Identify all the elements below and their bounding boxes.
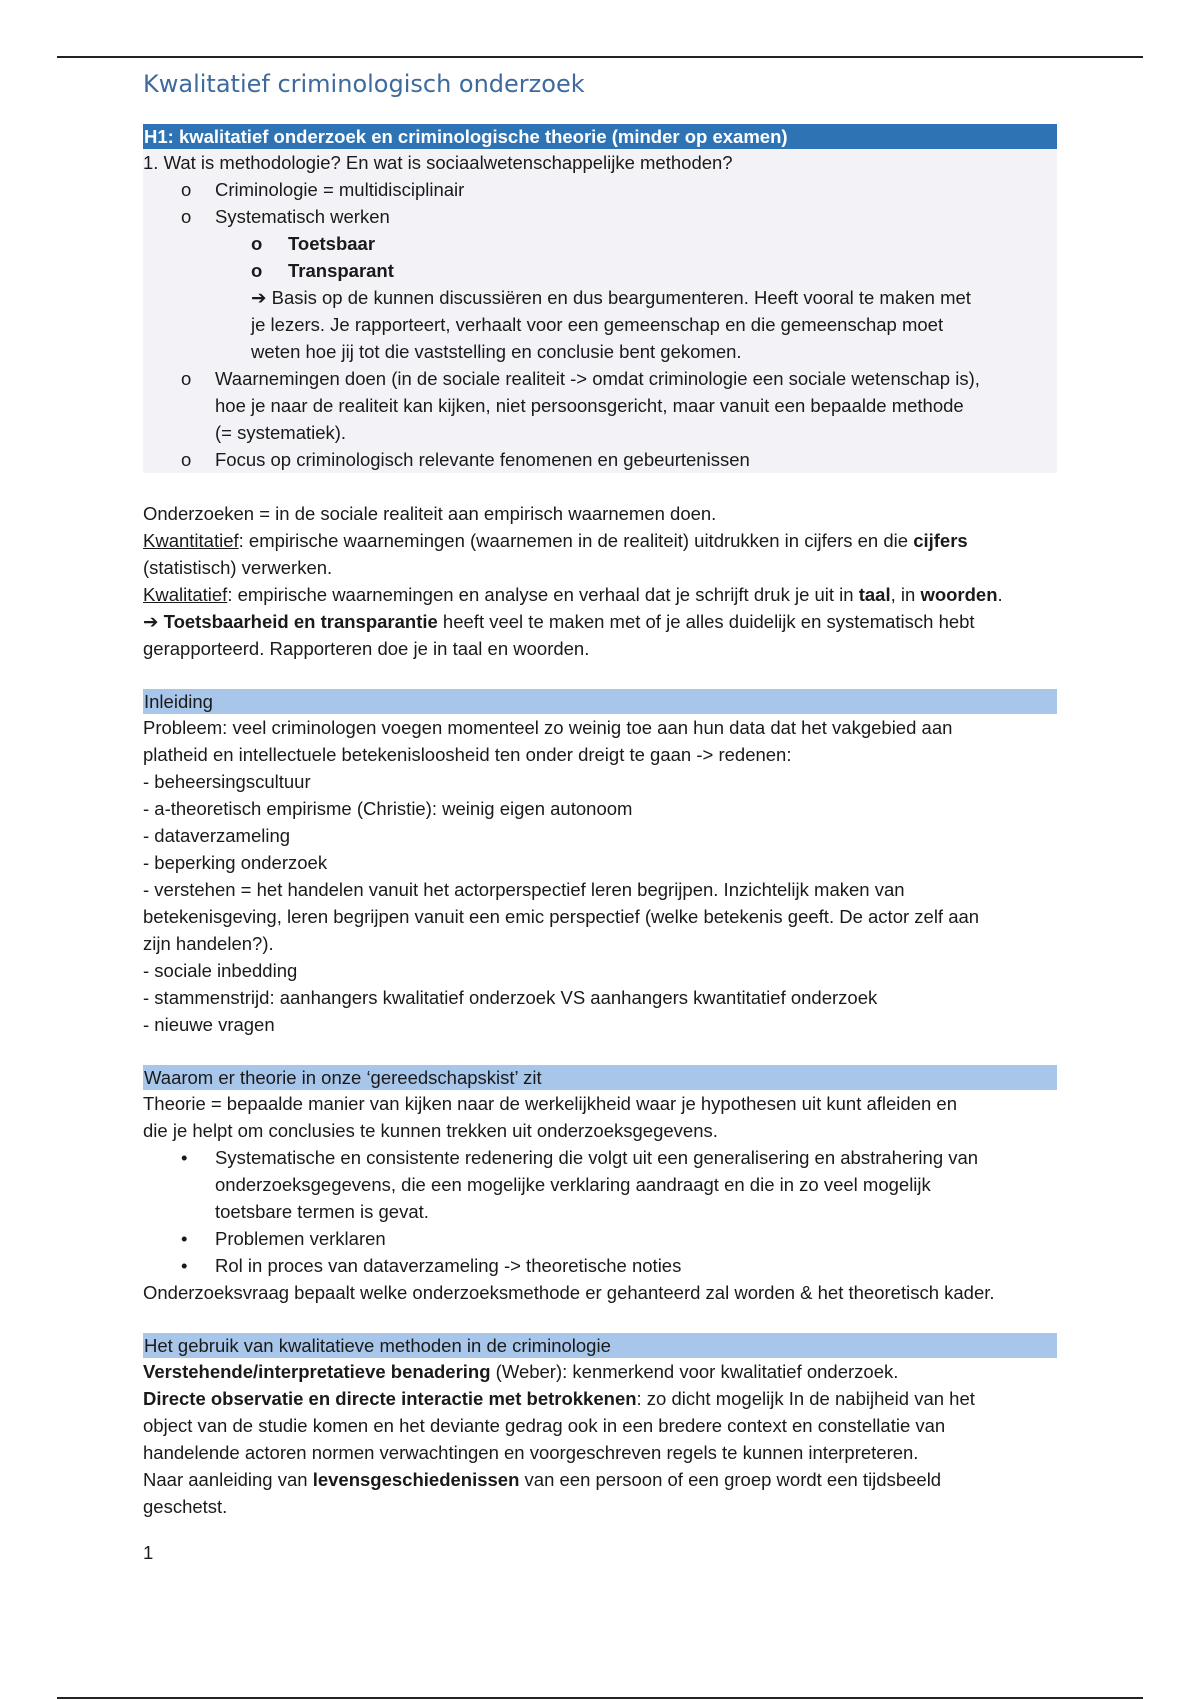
bold-text: levensgeschiedenissen — [312, 1469, 520, 1490]
text: : zo dicht mogelijk In de nabijheid van het — [636, 1388, 975, 1409]
header-rule — [57, 56, 1143, 58]
bold-text: Verstehende/interpretatieve benadering — [143, 1361, 491, 1382]
text: , in — [890, 584, 921, 605]
list-item-text: Problemen verklaren — [215, 1228, 386, 1249]
text: geschetst. — [143, 1496, 228, 1517]
inleiding-body — [143, 714, 1128, 1038]
section-heading-h1: H1: kwalitatief onderzoek en criminologische theorie (minder op examen) — [143, 124, 1057, 149]
section-heading-methoden: Het gebruik van kwalitatieve methoden in de criminologie — [143, 1333, 1057, 1358]
paragraph-kwalitatief — [143, 581, 1128, 608]
bullet-o: o — [181, 206, 192, 227]
line: - sociale inbedding — [143, 960, 298, 981]
list-item — [143, 446, 1057, 473]
line: - a-theoretisch empirisme (Christie): weinig eigen autonoom — [143, 798, 633, 819]
bullet-o: o — [251, 233, 263, 254]
list-item-text: Criminologie = multidisciplinair — [215, 179, 465, 200]
text: : empirische waarnemingen en analyse en verhaal dat je schrijft druk je uit in — [227, 584, 859, 605]
line: Probleem: veel criminologen voegen momenteel zo weinig toe aan hun data dat het vakgebied aan — [143, 717, 953, 738]
sub-list-item — [143, 257, 1057, 284]
text: Naar aanleiding van — [143, 1469, 313, 1490]
line: - beheersingscultuur — [143, 771, 311, 792]
line: handelende actoren normen verwachtingen en voorgeschreven regels te kunnen interpreteren. — [143, 1442, 919, 1463]
line: onderzoeksgegevens, die een mogelijke verklaring aandraagt en die in zo veel mogelijk — [215, 1174, 931, 1195]
theorie-closing: Onderzoeksvraag bepaalt welke onderzoeksmethode er gehanteerd zal worden & het theoretisch kader. — [143, 1282, 995, 1303]
bullet-dot: • — [181, 1228, 188, 1249]
text: (Weber): kenmerkend voor kwalitatief onderzoek. — [490, 1361, 899, 1382]
list-item-text: Systematisch werken — [215, 206, 390, 227]
sub-list-item-text: Toetsbaar — [288, 233, 376, 254]
arrow-line: ➔ Basis op de kunnen discussiëren en dus beargumenteren. Heeft vooral te maken met — [251, 287, 971, 308]
term-kwantitatief: Kwantitatief — [143, 530, 239, 551]
section-heading-inleiding: Inleiding — [143, 689, 1057, 714]
list-item — [143, 1225, 1128, 1252]
bold-text: woorden — [920, 584, 998, 605]
text: van een persoon of een groep wordt een tijdsbeeld — [519, 1469, 942, 1490]
bullet-o: o — [181, 449, 192, 470]
paragraph-observatie — [143, 1385, 1128, 1466]
list-item — [143, 1252, 1128, 1279]
page-content — [143, 64, 1128, 1564]
section1-shaded-block — [143, 149, 1057, 473]
bullet-dot: • — [181, 1255, 188, 1276]
text: (statistisch) verwerken. — [143, 557, 333, 578]
line: Systematische en consistente redenering die volgt uit een generalisering en abstrahering van — [215, 1147, 979, 1168]
bold-text: cijfers — [913, 530, 968, 551]
line: - stammenstrijd: aanhangers kwalitatief onderzoek VS aanhangers kwantitatief onderzoek — [143, 987, 878, 1008]
line: Waarnemingen doen (in de sociale realiteit -> omdat criminologie een sociale wetenschap is), — [215, 368, 980, 389]
bold-text: taal — [858, 584, 891, 605]
list-item — [143, 203, 1057, 230]
text: : empirische waarnemingen (waarnemen in de realiteit) uitdrukken in cijfers en die — [238, 530, 914, 551]
document-title: Kwalitatief criminologisch onderzoek — [143, 70, 585, 98]
sub-list-item-text: Transparant — [288, 260, 394, 281]
line: hoe je naar de realiteit kan kijken, niet persoonsgericht, maar vanuit een bepaalde methode — [215, 395, 964, 416]
line: Theorie = bepaalde manier van kijken naar de werkelijkheid waar je hypothesen uit kunt afleiden en — [143, 1093, 957, 1114]
section1-question: 1. Wat is methodologie? En wat is sociaalwetenschappelijke methoden? — [143, 152, 733, 173]
line: (= systematiek). — [215, 422, 347, 443]
bullet-dot: • — [181, 1147, 188, 1168]
line: - nieuwe vragen — [143, 1014, 275, 1035]
paragraph-levensgeschiedenissen — [143, 1466, 1128, 1520]
line: betekenisgeving, leren begrijpen vanuit een emic perspectief (welke betekenis geeft. De actor zelf aan — [143, 906, 980, 927]
list-item-text: Rol in proces van dataverzameling -> theoretische noties — [215, 1255, 682, 1276]
section-heading-theorie: Waarom er theorie in onze ‘gereedschapskist’ zit — [143, 1065, 1057, 1090]
list-item — [143, 1144, 1128, 1225]
text: . — [997, 584, 1003, 605]
bullet-o: o — [181, 179, 192, 200]
list-item-text — [215, 1144, 978, 1225]
line: zijn handelen?). — [143, 933, 274, 954]
bullet-o: o — [251, 260, 263, 281]
footer-rule — [57, 1697, 1143, 1699]
line: die je helpt om conclusies te kunnen trekken uit onderzoeksgegevens. — [143, 1120, 718, 1141]
paragraph-kwantitatief — [143, 527, 1128, 581]
paragraph-onderzoeken: Onderzoeken = in de sociale realiteit aan empirisch waarnemen doen. — [143, 503, 717, 524]
term-kwalitatief: Kwalitatief — [143, 584, 228, 605]
list-item-text: Focus op criminologisch relevante fenomenen en gebeurtenissen — [215, 449, 750, 470]
line: - dataverzameling — [143, 825, 291, 846]
line: object van de studie komen en het deviante gedrag ook in een bredere context en constellatie van — [143, 1415, 946, 1436]
text: heeft veel te maken met of je alles duidelijk en systematisch hebt — [437, 611, 975, 632]
list-item — [143, 365, 1057, 446]
bold-text: Directe observatie en directe interactie met betrokkenen — [143, 1388, 637, 1409]
paragraph-verstehende — [143, 1358, 1128, 1385]
list-item-text — [215, 365, 980, 446]
list-item — [143, 176, 1057, 203]
bold-text: ➔ Toetsbaarheid en transparantie — [143, 611, 438, 632]
sub-list-item — [143, 230, 1057, 257]
paragraph-toetsbaarheid — [143, 608, 1128, 662]
arrow-line: je lezers. Je rapporteert, verhaalt voor een gemeenschap en die gemeenschap moet — [251, 314, 944, 335]
line: platheid en intellectuele betekenisloosheid ten onder dreigt te gaan -> redenen: — [143, 744, 792, 765]
line: - beperking onderzoek — [143, 852, 328, 873]
line: toetsbare termen is gevat. — [215, 1201, 429, 1222]
text: gerapporteerd. Rapporteren doe je in taal en woorden. — [143, 638, 590, 659]
bullet-o: o — [181, 368, 192, 389]
line: - verstehen = het handelen vanuit het actorperspectief leren begrijpen. Inzichtelijk maken van — [143, 879, 905, 900]
page-number: 1 — [143, 1542, 154, 1563]
arrow-line: weten hoe jij tot die vaststelling en conclusie bent gekomen. — [251, 341, 742, 362]
